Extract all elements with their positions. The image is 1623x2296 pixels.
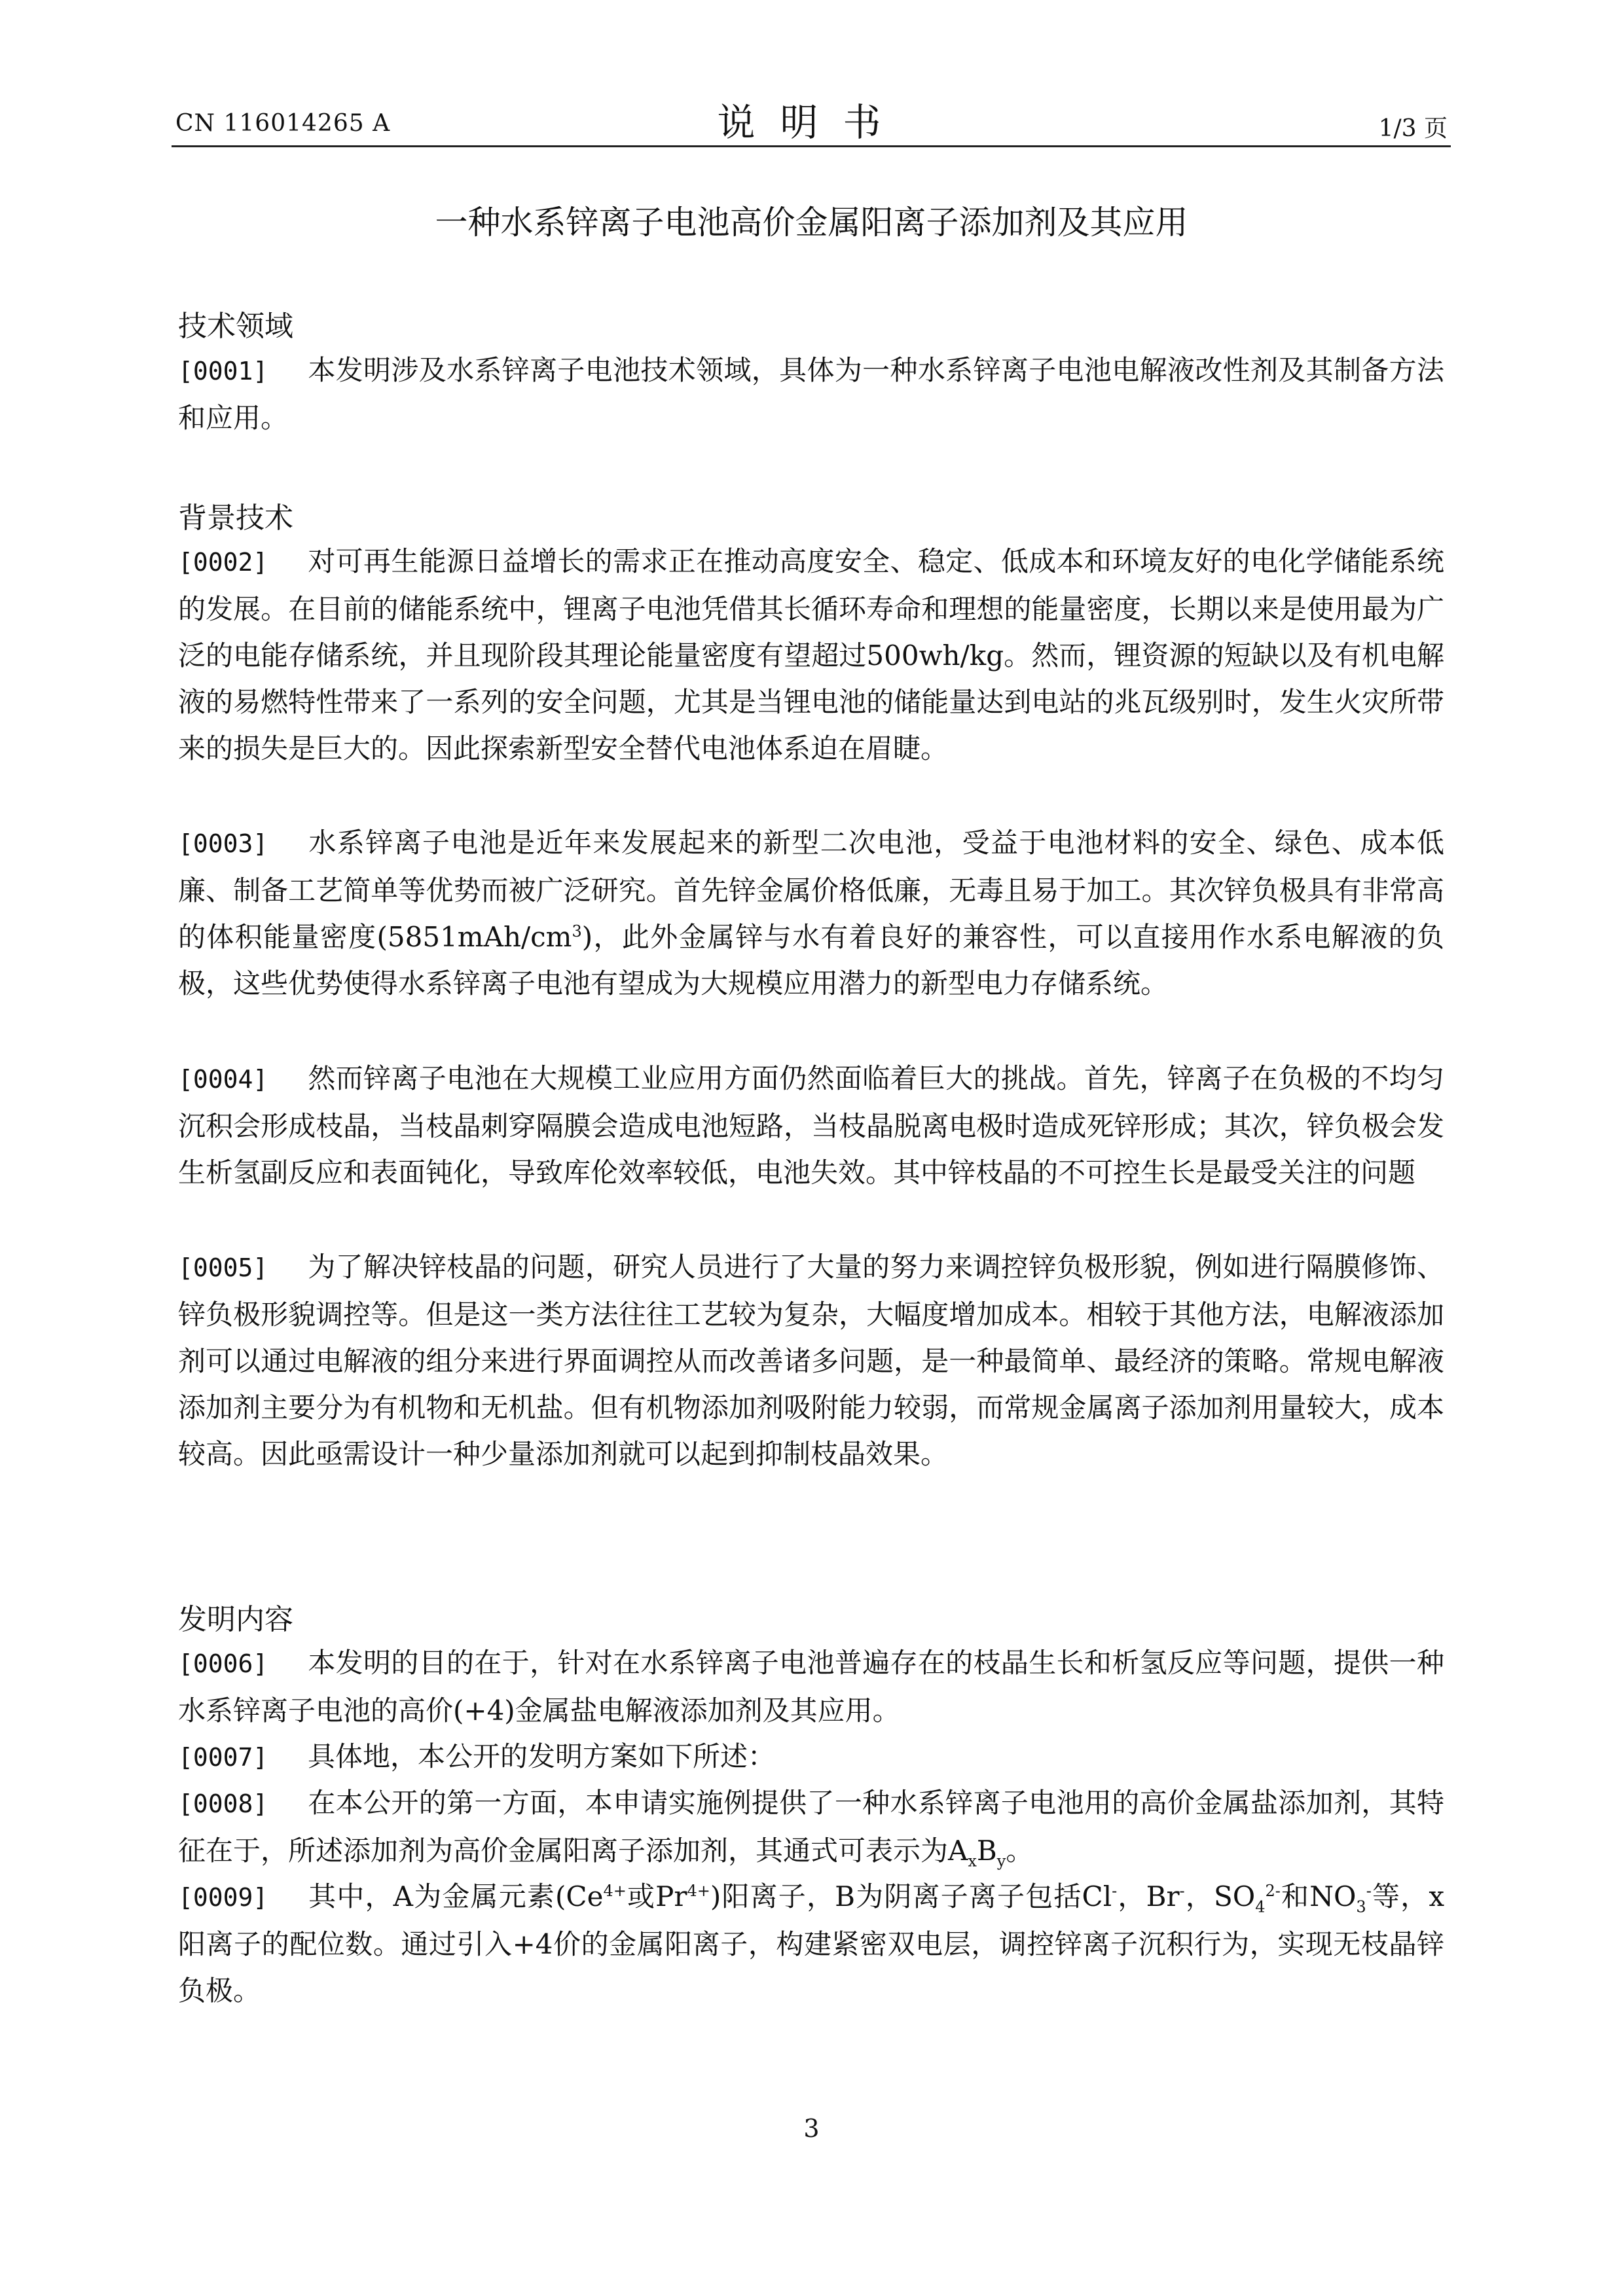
superscript: 2- <box>1265 1882 1281 1900</box>
superscript: - <box>1179 1882 1185 1900</box>
subscript: y <box>996 1852 1006 1871</box>
paragraph-0006 <box>178 1640 1444 1734</box>
paragraph-text: 本发明的目的在于，针对在水系锌离子电池普遍存在的枝晶生长和析氢反应等问题，提供一种水系锌离子电池的高价(+4)金属盐电解液添加剂及其应用。 <box>178 1647 1444 1727</box>
paragraph-number: [0001] <box>178 357 268 386</box>
paragraph-0001 <box>178 347 1444 441</box>
paragraph-text: )阳离子，B为阴离子离子包括Cl <box>710 1880 1112 1912</box>
paragraph-text: ，Br <box>1117 1880 1180 1912</box>
section-heading-background: 背景技术 <box>178 501 293 535</box>
paragraph-text: 为了解决锌枝晶的问题，研究人员进行了大量的努力来调控锌负极形貌，例如进行隔膜修饰、锌负极形貌调控等。但是这一类方法往往工艺较为复杂，大幅度增加成本。相较于其他方法，电解液添加剂可以通过电解液的组分来进行界面调控从而改善诸多问题，是一种最简单、最经济的策略。常规电解液添加剂主要分为有机物和无机盐。但有机物添加剂吸附能力较弱，而常规金属离子添加剂用量较大，成本较高。因此亟需设计一种少量添加剂就可以起到抑制枝晶效果。 <box>178 1251 1444 1470</box>
page-count: 1/3 页 <box>1378 115 1448 142</box>
paragraph-text: 对可再生能源日益增长的需求正在推动高度安全、稳定、低成本和环境友好的电化学储能系统的发展。在目前的储能系统中，锂离子电池凭借其长循环寿命和理想的能量密度，长期以来是使用最为广泛的电能存储系统，并且现阶段其理论能量密度有望超过500wh/kg。然而，锂资源的短缺以及有机电解液的易燃特性带来了一系列的安全问题，尤其是当锂电池的储能量达到电站的兆瓦级别时，发生火灾所带来的损失是巨大的。因此探索新型安全替代电池体系迫在眉睫。 <box>178 545 1444 764</box>
paragraph-text: )，此外金属锌与水有着良好的兼容性，可以直接用作水系电解液的负极，这些优势使得水系锌离子电池有望成为大规模应用潜力的新型电力存储系统。 <box>178 921 1445 999</box>
paragraph-text: 。 <box>1006 1835 1034 1867</box>
paragraph-number: [0007] <box>178 1743 268 1772</box>
section-heading-invention: 发明内容 <box>178 1603 293 1636</box>
paragraph-text: 具体地，本公开的发明方案如下所述： <box>308 1740 776 1772</box>
header-rule <box>172 145 1451 147</box>
paragraph-number: [0009] <box>178 1883 268 1912</box>
formula-text: B <box>976 1835 997 1867</box>
paragraph-text: 其中，A为金属元素(Ce <box>308 1880 604 1912</box>
superscript: 4+ <box>603 1882 627 1900</box>
subscript: x <box>968 1852 977 1871</box>
subscript: 4 <box>1255 1897 1266 1916</box>
document-type: 说明书 <box>717 100 906 145</box>
superscript: - <box>1112 1882 1118 1900</box>
paragraph-0008 <box>178 1780 1444 1874</box>
paragraph-number: [0002] <box>178 548 268 577</box>
subscript: 3 <box>1356 1897 1366 1916</box>
publication-number: CN 116014265 A <box>175 110 391 137</box>
paragraph-text: 水系锌离子电池是近年来发展起来的新型二次电池，受益于电池材料的安全、绿色、成本低廉、制备工艺简单等优势而被广泛研究。首先锌金属价格低廉，无毒且易于加工。其次锌负极具有非常高的体积能量密度(5851mAh/cm <box>178 827 1444 953</box>
paragraph-text: 和NO <box>1280 1880 1357 1912</box>
paragraph-0003 <box>178 819 1444 1007</box>
superscript: 3 <box>572 922 582 941</box>
paragraph-0009 <box>178 1873 1444 2014</box>
paragraph-text: 在本公开的第一方面，本申请实施例提供了一种水系锌离子电池用的高价金属盐添加剂，其特征在于，所述添加剂为高价金属阳离子添加剂，其通式可表示为A <box>178 1787 1444 1867</box>
paragraph-0004 <box>178 1055 1444 1196</box>
paragraph-0005 <box>178 1244 1444 1477</box>
superscript: 4+ <box>687 1882 710 1900</box>
paragraph-number: [0003] <box>178 829 268 858</box>
paragraph-text: 本发明涉及水系锌离子电池技术领域，具体为一种水系锌离子电池电解液改性剂及其制备方法和应用。 <box>178 354 1444 434</box>
paragraph-0002 <box>178 538 1444 772</box>
paragraph-number: [0005] <box>178 1253 268 1282</box>
paragraph-text: 然而锌离子电池在大规模工业应用方面仍然面临着巨大的挑战。首先，锌离子在负极的不均匀沉积会形成枝晶，当枝晶刺穿隔膜会造成电池短路，当枝晶脱离电极时造成死锌形成；其次，锌负极会发生析氢副反应和表面钝化，导致库伦效率较低，电池失效。其中锌枝晶的不可控生长是最受关注的问题 <box>178 1062 1444 1189</box>
section-heading-tech-field: 技术领域 <box>178 310 293 343</box>
paragraph-number: [0004] <box>178 1065 268 1094</box>
invention-title: 一种水系锌离子电池高价金属阳离子添加剂及其应用 <box>435 204 1188 242</box>
paragraph-text: 或Pr <box>626 1880 687 1912</box>
paragraph-number: [0008] <box>178 1789 268 1818</box>
paragraph-text: 等，x阳离子的配位数。通过引入+4价的金属阳离子，构建紧密双电层，调控锌离子沉积行为，实现无枝晶锌负极。 <box>178 1880 1445 2007</box>
paragraph-number: [0006] <box>178 1649 268 1678</box>
paragraph-0007 <box>178 1733 1444 1781</box>
superscript: - <box>1366 1882 1372 1900</box>
page-number: 3 <box>803 2114 820 2143</box>
paragraph-text: ，SO <box>1184 1880 1256 1912</box>
